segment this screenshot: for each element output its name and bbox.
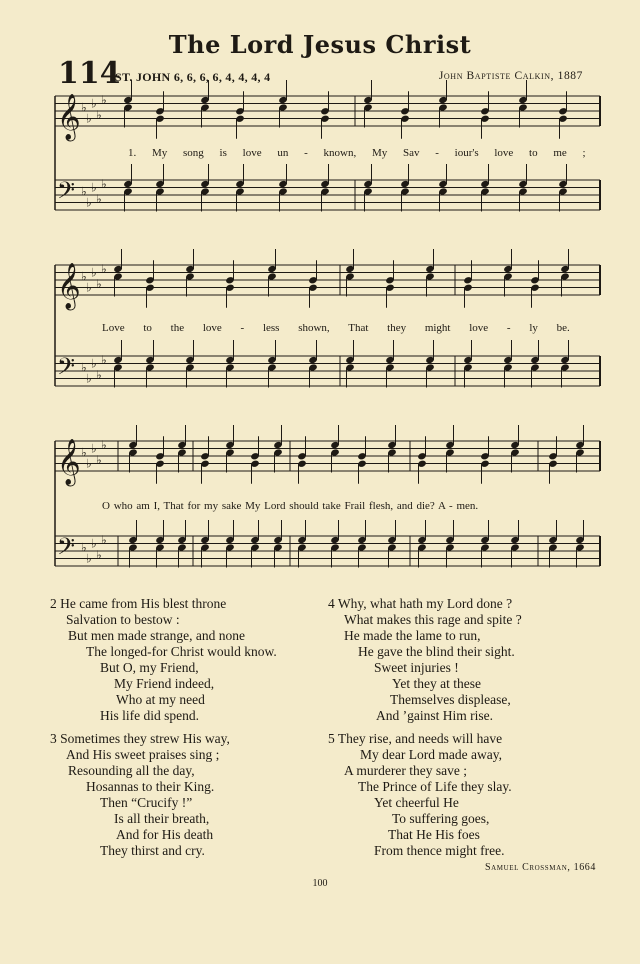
- flat-icon: ♭: [96, 367, 102, 382]
- verse-line: 2 He came from His blest throne: [50, 596, 227, 611]
- flat-icon: ♭: [101, 92, 107, 107]
- treble-clef-icon: 𝄞: [57, 94, 81, 140]
- lyrics-line-1: 1. My song is love un - known, My Sav - iour's love to me ;: [128, 147, 586, 159]
- flat-icon: ♭: [81, 184, 87, 199]
- flat-icon: ♭: [101, 352, 107, 367]
- verse-line: Yet cheerful He: [374, 795, 459, 810]
- verse-line: My dear Lord made away,: [360, 747, 502, 762]
- verse-line: To suffering goes,: [392, 811, 490, 826]
- stanza-3: [50, 731, 230, 859]
- verse-line: Then “Crucify !”: [100, 795, 193, 810]
- flat-icon: ♭: [91, 265, 97, 280]
- bass-clef-icon: 𝄢: [57, 176, 76, 210]
- lyrics-line-3: O who am I, That for my sake My Lord should take Frail flesh, and die? A - men.: [102, 500, 479, 512]
- flat-icon: ♭: [86, 551, 92, 566]
- flat-icon: ♭: [86, 111, 92, 126]
- flat-icon: ♭: [96, 452, 102, 467]
- flat-icon: ♭: [81, 269, 87, 284]
- verse-line: A murderer they save ;: [344, 763, 467, 778]
- verse-line: 5 They rise, and needs will have: [328, 731, 503, 746]
- verse-line: 3 Sometimes they strew His way,: [50, 731, 230, 746]
- verse-line: That He His foes: [388, 827, 480, 842]
- flat-icon: ♭: [91, 536, 97, 551]
- verse-line: The Prince of Life they slay.: [358, 779, 512, 794]
- flat-icon: ♭: [81, 445, 87, 460]
- flat-icon: ♭: [101, 176, 107, 191]
- flat-icon: ♭: [91, 356, 97, 371]
- verse-line: Themselves displease,: [390, 692, 511, 707]
- flat-icon: ♭: [91, 96, 97, 111]
- flat-icon: ♭: [96, 276, 102, 291]
- verse-line: Who at my need: [116, 692, 205, 707]
- treble-clef-icon: 𝄞: [57, 263, 81, 309]
- verse-line: Yet they at these: [392, 676, 481, 691]
- flat-icon: ♭: [91, 180, 97, 195]
- stanza-4: [328, 596, 522, 724]
- flat-icon: ♭: [101, 437, 107, 452]
- flat-icon: ♭: [101, 261, 107, 276]
- flat-icon: ♭: [86, 456, 92, 471]
- verse-line: The longed-for Christ would know.: [86, 644, 277, 659]
- verse-line: Sweet injuries !: [374, 660, 459, 675]
- verse-line: And for His death: [116, 827, 214, 842]
- treble-clef-icon: 𝄞: [57, 439, 81, 485]
- verse-line: 4 Why, what hath my Lord done ?: [328, 596, 513, 611]
- verse-line: Salvation to bestow :: [66, 612, 180, 627]
- tune-name-meter: ST. JOHN 6, 6, 6, 6, 4, 4, 4, 4: [115, 70, 271, 84]
- flat-icon: ♭: [91, 441, 97, 456]
- verse-line: He gave the blind their sight.: [358, 644, 515, 659]
- flat-icon: ♭: [86, 195, 92, 210]
- flat-icon: ♭: [96, 191, 102, 206]
- hymn-title: The Lord Jesus Christ: [168, 30, 472, 59]
- stanza-2: [50, 596, 277, 724]
- verse-line: And ’gainst Him rise.: [376, 708, 493, 723]
- flat-icon: ♭: [101, 532, 107, 547]
- composer-credit: John Baptiste Calkin, 1887: [438, 70, 583, 82]
- verse-line: Hosannas to their King.: [86, 779, 215, 794]
- verse-line: From thence might free.: [374, 843, 505, 858]
- page-number: 100: [312, 878, 328, 889]
- verse-line: What makes this rage and spite ?: [344, 612, 522, 627]
- flat-icon: ♭: [96, 107, 102, 122]
- verse-line: He made the lame to run,: [344, 628, 481, 643]
- flat-icon: ♭: [81, 540, 87, 555]
- verse-line: My Friend indeed,: [114, 676, 215, 691]
- bass-clef-icon: 𝄢: [57, 352, 76, 386]
- lyrics-line-2: Love to the love - less shown, That they might love - ly be.: [102, 322, 570, 334]
- flat-icon: ♭: [81, 100, 87, 115]
- verse-line: Is all their breath,: [114, 811, 210, 826]
- verse-line: Resounding all the day,: [68, 763, 195, 778]
- stanza-5: [328, 731, 512, 859]
- flat-icon: ♭: [86, 371, 92, 386]
- hymn-number: 114: [58, 56, 121, 91]
- flat-icon: ♭: [96, 547, 102, 562]
- flat-icon: ♭: [81, 360, 87, 375]
- flat-icon: ♭: [86, 280, 92, 295]
- verse-line: And His sweet praises sing ;: [66, 747, 220, 762]
- verse-line: They thirst and cry.: [100, 843, 205, 858]
- text-author-credit: Samuel Crossman, 1664: [484, 862, 596, 873]
- bass-clef-icon: 𝄢: [57, 532, 76, 566]
- verse-line: His life did spend.: [100, 708, 199, 723]
- verse-line: But men made strange, and none: [68, 628, 245, 643]
- verse-line: But O, my Friend,: [100, 660, 199, 675]
